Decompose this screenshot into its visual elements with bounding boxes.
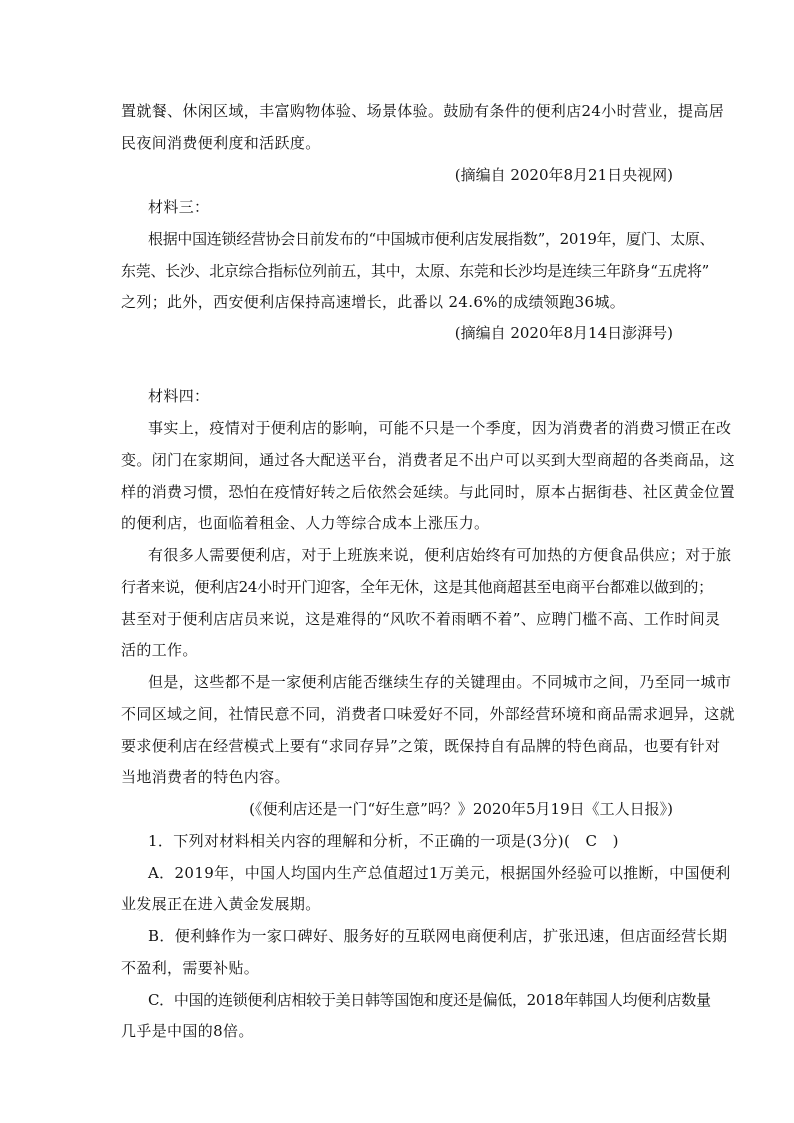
paragraph-line: 不同区域之间，社情民意不同，消费者口味爱好不同，外部经营环境和商品需求迥异，这就 [121, 705, 736, 723]
option-b-line: 不盈利，需要补贴。 [121, 959, 260, 977]
section-heading: 材料四： [148, 387, 210, 405]
paragraph-line: 有很多人需要便利店，对于上班族来说，便利店始终有可加热的方便食品供应；对于旅 [148, 546, 732, 564]
paragraph-line: 东莞、长沙、北京综合指标位列前五，其中，太原、东莞和长沙均是连续三年跻身“五虎将” [121, 262, 710, 280]
paragraph-line: 变。闭门在家期间，通过各大配送平台，消费者足不出户可以买到大型商超的各类商品，这 [121, 451, 736, 469]
paragraph-line: 活的工作。 [121, 641, 198, 659]
paragraph-line: 甚至对于便利店店员来说，这是难得的“风吹不着雨晒不着”、应聘门槛不高、工作时间灵 [121, 610, 721, 628]
paragraph-line: 要求便利店在经营模式上要有“求同存异”之策，既保持自有品牌的特色商品，也要有针对 [121, 737, 721, 755]
paragraph-line: 民夜间消费便利度和活跃度。 [121, 134, 321, 152]
source-citation: (摘编自 2020年8月21日央视网) [454, 166, 673, 184]
paragraph-line: 样的消费习惯，恐怕在疫情好转之后依然会延续。与此同时，原本占据街巷、社区黄金位置 [121, 483, 736, 501]
paragraph-line: 但是，这些都不是一家便利店能否继续生存的关键理由。不同城市之间，乃至同一城市 [148, 673, 732, 691]
paragraph-line: 置就餐、休闲区域，丰富购物体验、场景体验。鼓励有条件的便利店24小时营业，提高居 [121, 102, 725, 120]
source-citation: (摘编自 2020年8月14日澎湃号) [454, 324, 673, 342]
paragraph-line: 当地消费者的特色内容。 [121, 768, 290, 786]
paragraph-line: 根据中国连锁经营协会日前发布的“中国城市便利店发展指数”，2019年，厦门、太原、 [148, 230, 715, 248]
option-c-line: C．中国的连锁便利店相较于美日韩等国饱和度还是偏低，2018年韩国人均便利店数量 [148, 991, 711, 1009]
paragraph-line: 事实上，疫情对于便利店的影响，可能不只是一个季度，因为消费者的消费习惯正在改 [148, 419, 732, 437]
option-a-line: A．2019年，中国人均国内生产总值超过1万美元，根据国外经验可以推断，中国便利 [148, 864, 731, 882]
option-b-line: B．便利蜂作为一家口碑好、服务好的互联网电商便利店，扩张迅速，但店面经营长期 [148, 927, 728, 945]
option-c-line: 几乎是中国的8倍。 [121, 1022, 254, 1040]
option-a-line: 业发展正在进入黄金发展期。 [121, 895, 321, 913]
source-citation: (《便利店还是一门“好生意”吗？》2020年5月19日《工人日报》) [249, 800, 673, 818]
paragraph-line: 的便利店，也面临着租金、人力等综合成本上涨压力。 [121, 514, 490, 532]
paragraph-line: 行者来说，便利店24小时开门迎客，全年无休，这是其他商超甚至电商平台都难以做到的； [121, 578, 713, 596]
question-stem: 1．下列对材料相关内容的理解和分析，不正确的一项是(3分)( C ) [148, 832, 619, 850]
section-heading: 材料三： [148, 198, 210, 216]
paragraph-line: 之列；此外，西安便利店保持高速增长，此番以 24.6%的成绩领跑36城。 [121, 293, 626, 311]
